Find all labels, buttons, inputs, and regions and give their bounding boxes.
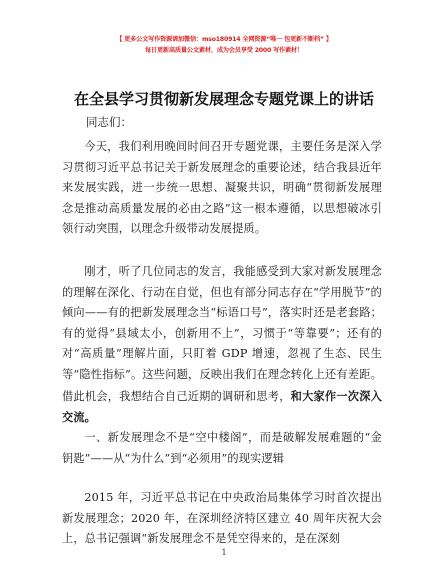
page-number: 1 [221,548,227,557]
paragraph-observations-emphasis: 和大家作一次深入交流。 [62,388,382,425]
promo-banner-line-1: 【 更多公文写作资源请加微信：mso180914 全网资源“唯一 包更新不断档” 】 [116,36,332,43]
paragraph-intro: 今天，我们利用晚间时间召开专题党课，主要任务是深入学习贯彻习近平总书记关于新发展理念的重要论述，结合我县近年来发展实践，进一步统一思想、凝聚共识，明确“贯彻新发展理念是推动高质量发展的必由之路”这一根本遵循，以思想破冰引领行动突围，以理念升级带动发展提质。 [62,140,382,236]
paragraph-observations-text: 刚才，听了几位同志的发言，我能感受到大家对新发展理念的理解在深化、行动在自觉，但也有部分同志存在“学用脱节”的倾向——有的把新发展理念当“标语口号”，落实时还是老套路；有的觉得“县域太小，创新用不上”，习惯于“等靠要”；还有的对“高质量”理解片面，只盯着 GDP 增速，忽视了生态、民生等“隐性指标”。这些问题，反映出我们在理念转化上还有差距。借此机会，我想结合自己近期的调研和思考， [62,265,382,403]
document-title: 在全县学习贯彻新发展理念专题党课上的讲话 [73,90,374,108]
salutation: 同志们： [86,115,132,129]
section-heading-1: 一、新发展理念不是“空中楼阁”，而是破解发展难题的“金钥匙”——从“为什么”到“必须用”的现实逻辑 [62,431,382,465]
paragraph-history: 2015 年，习近平总书记在中央政治局集体学习时首次提出新发展理念；2020 年，在深圳经济特区建立 40 周年庆祝大会上，总书记强调“新发展理念不是凭空得来的，是在深刻 [62,491,382,546]
paragraph-observations [62,262,382,429]
promo-banner-line-2: 每日更新高质量公文素材，成为会员享受 2000 写作素材！ [144,47,304,54]
